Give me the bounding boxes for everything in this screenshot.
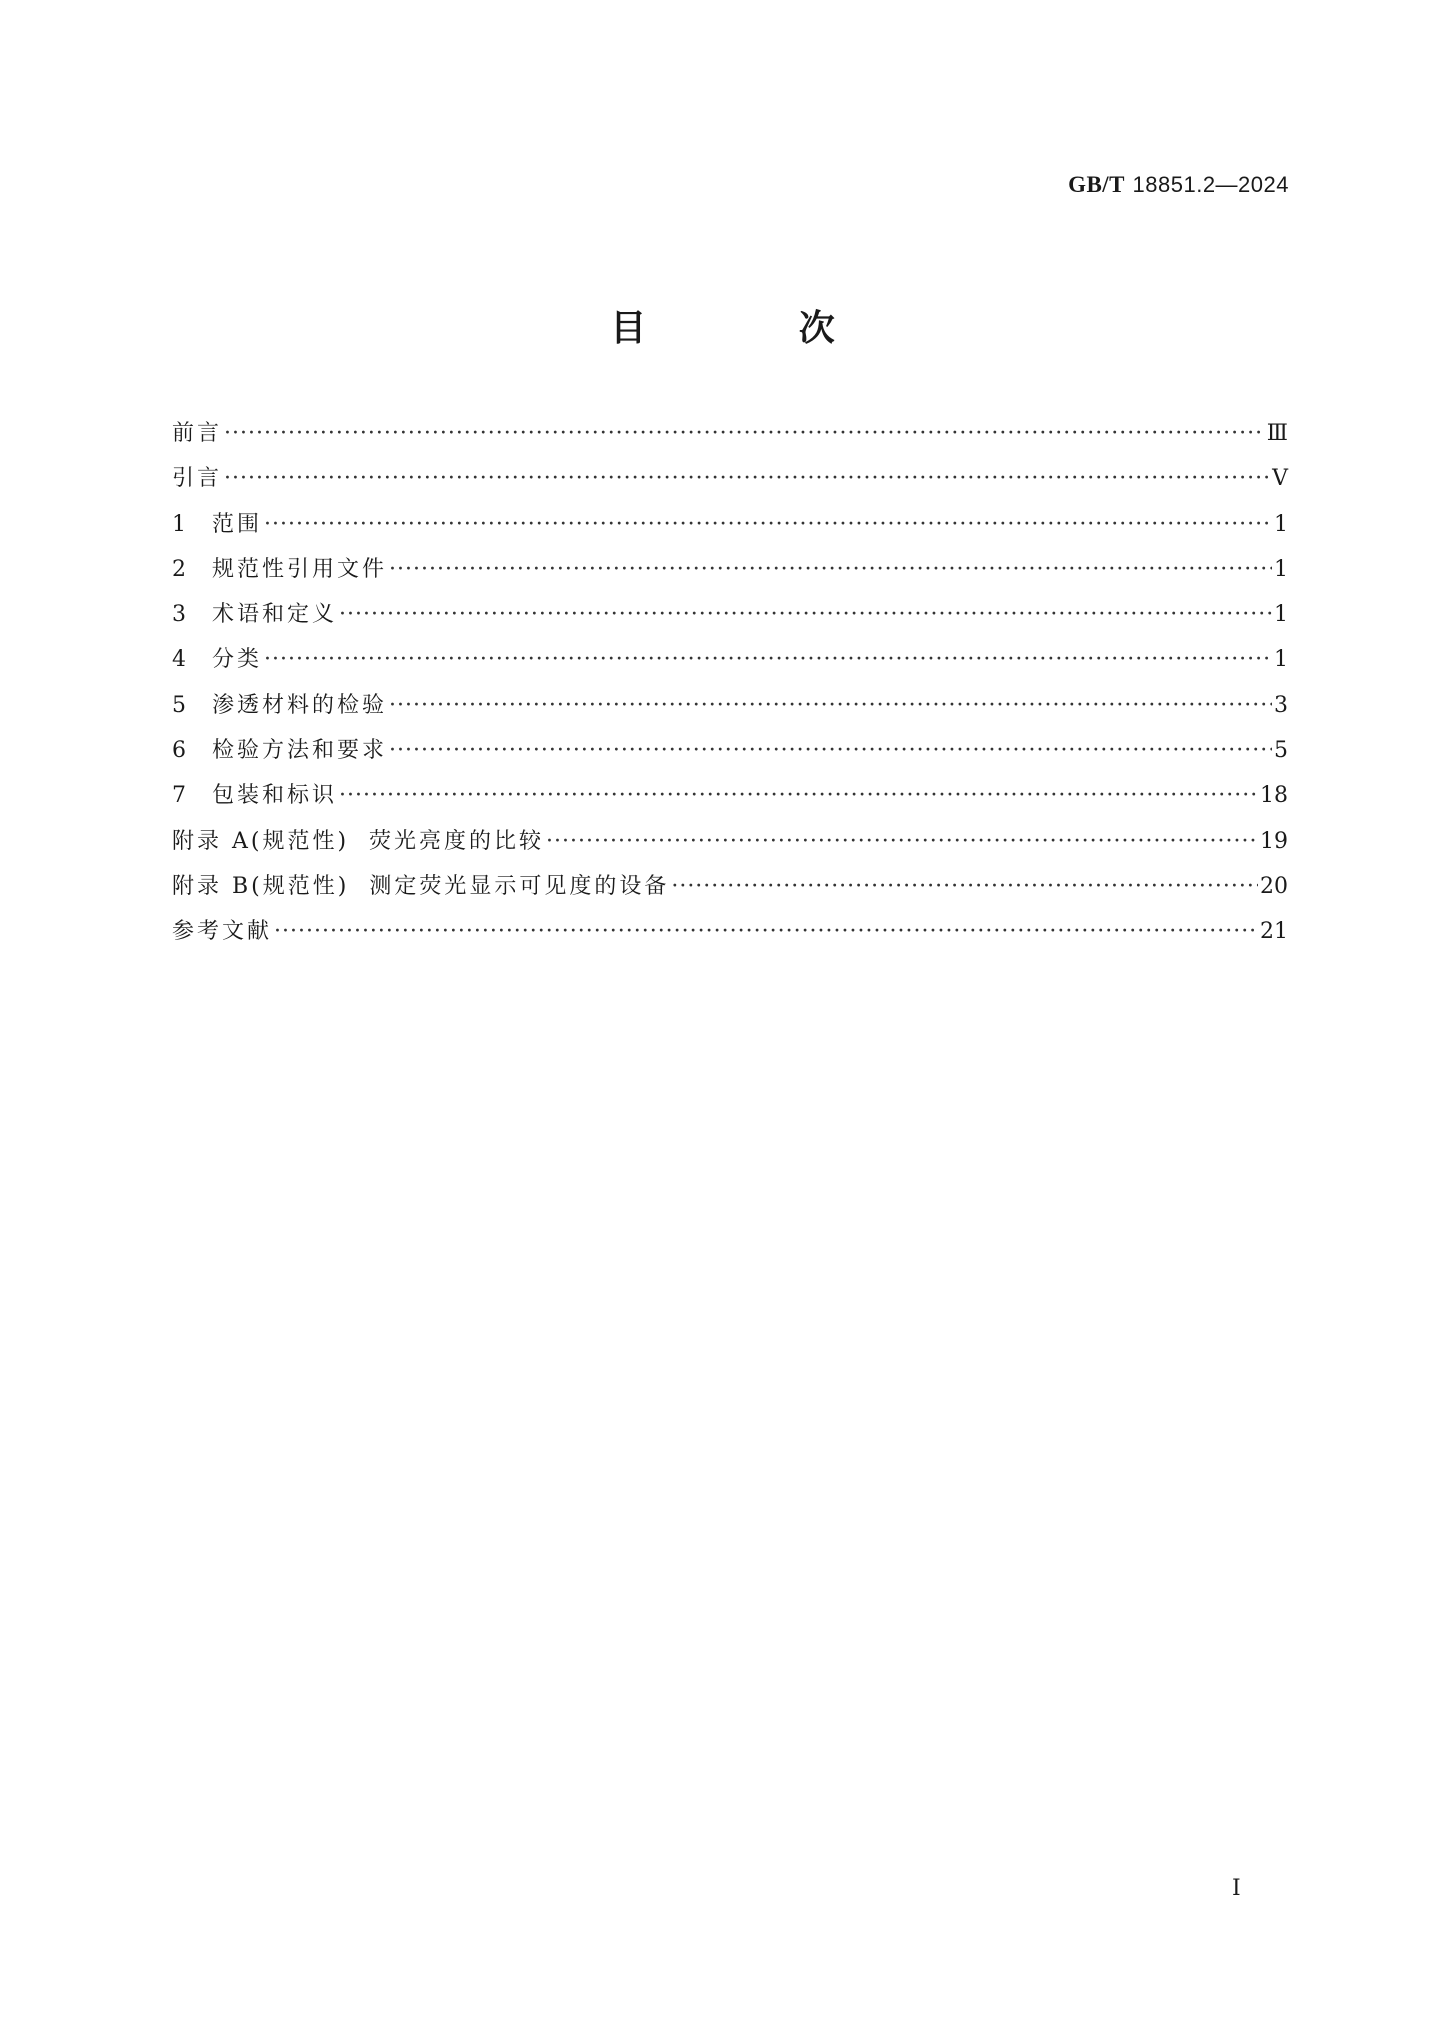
- toc-entry-label: 范围: [212, 511, 263, 537]
- toc-entry-page: 19: [1260, 828, 1288, 854]
- toc-entry-page: 1: [1274, 647, 1288, 673]
- toc-entry-label: 渗透材料的检验: [212, 692, 388, 718]
- toc-entry-1[interactable]: [172, 502, 1288, 547]
- toc-entry-5[interactable]: [172, 683, 1288, 728]
- toc-entry-page: 5: [1274, 738, 1288, 764]
- toc-entry-page: 3: [1274, 692, 1288, 718]
- document-code-number: 18851.2—2024: [1132, 172, 1289, 197]
- toc-leader-dots: [339, 773, 1258, 818]
- toc-entry-number: 6: [172, 738, 186, 764]
- toc-entry-number: 3: [172, 602, 186, 628]
- toc-entry-label: 附录 A(规范性) 荧光亮度的比较: [172, 828, 545, 854]
- toc-entry-label: 分类: [212, 647, 263, 673]
- toc-entry-bibliography[interactable]: [172, 909, 1288, 954]
- toc-entry-number: 5: [172, 692, 186, 718]
- toc-entry-label: 前言: [172, 421, 223, 446]
- toc-leader-dots: [224, 411, 1265, 456]
- toc-entry-page: 1: [1274, 602, 1288, 628]
- toc-leader-dots: [389, 547, 1272, 592]
- toc-leader-dots: [546, 819, 1258, 864]
- toc-entry-page: 18: [1260, 783, 1288, 809]
- document-code-prefix: GB/T: [1068, 172, 1126, 197]
- toc-entry-4[interactable]: [172, 637, 1288, 682]
- toc-entry-label: 检验方法和要求: [212, 738, 388, 764]
- toc-entry-number: 2: [172, 556, 186, 582]
- toc-entry-number: 4: [172, 647, 186, 673]
- toc-leader-dots: [224, 456, 1270, 501]
- toc-entry-preface[interactable]: [172, 411, 1288, 456]
- toc-entry-page: 1: [1274, 511, 1288, 537]
- toc-entry-2[interactable]: [172, 547, 1288, 592]
- toc-entry-label: 规范性引用文件: [212, 556, 388, 582]
- toc-leader-dots: [339, 592, 1272, 637]
- toc-entry-page: 1: [1274, 556, 1288, 582]
- toc-entry-number: 1: [172, 511, 186, 537]
- toc-entry-number: 7: [172, 783, 186, 809]
- page-number: I: [1232, 1876, 1241, 1901]
- toc-entry-label: 参考文献: [172, 919, 273, 945]
- toc-entry-label: 引言: [172, 466, 223, 492]
- toc-entry-page: Ⅴ: [1272, 466, 1288, 492]
- toc-entry-label: 包装和标识: [212, 783, 338, 809]
- toc-entry-7[interactable]: [172, 773, 1288, 818]
- toc-entry-label: 附录 B(规范性) 测定荧光显示可见度的设备: [172, 873, 670, 899]
- toc-leader-dots: [671, 864, 1258, 909]
- toc-leader-dots: [389, 728, 1272, 773]
- toc-entry-page: 20: [1260, 873, 1288, 899]
- toc-leader-dots: [264, 637, 1272, 682]
- toc-entry-introduction[interactable]: [172, 456, 1288, 501]
- page-title: 目 次: [610, 308, 905, 349]
- toc-entry-appendix-a[interactable]: [172, 819, 1288, 864]
- toc-entry-page: Ⅲ: [1266, 421, 1288, 446]
- toc-entry-3[interactable]: [172, 592, 1288, 637]
- table-of-contents: [172, 411, 1288, 955]
- toc-entry-page: 21: [1260, 919, 1288, 945]
- toc-entry-label: 术语和定义: [212, 602, 338, 628]
- toc-leader-dots: [274, 909, 1258, 954]
- toc-entry-6[interactable]: [172, 728, 1288, 773]
- document-code: [1068, 172, 1289, 198]
- toc-entry-appendix-b[interactable]: [172, 864, 1288, 909]
- toc-leader-dots: [264, 502, 1272, 547]
- toc-leader-dots: [389, 683, 1272, 728]
